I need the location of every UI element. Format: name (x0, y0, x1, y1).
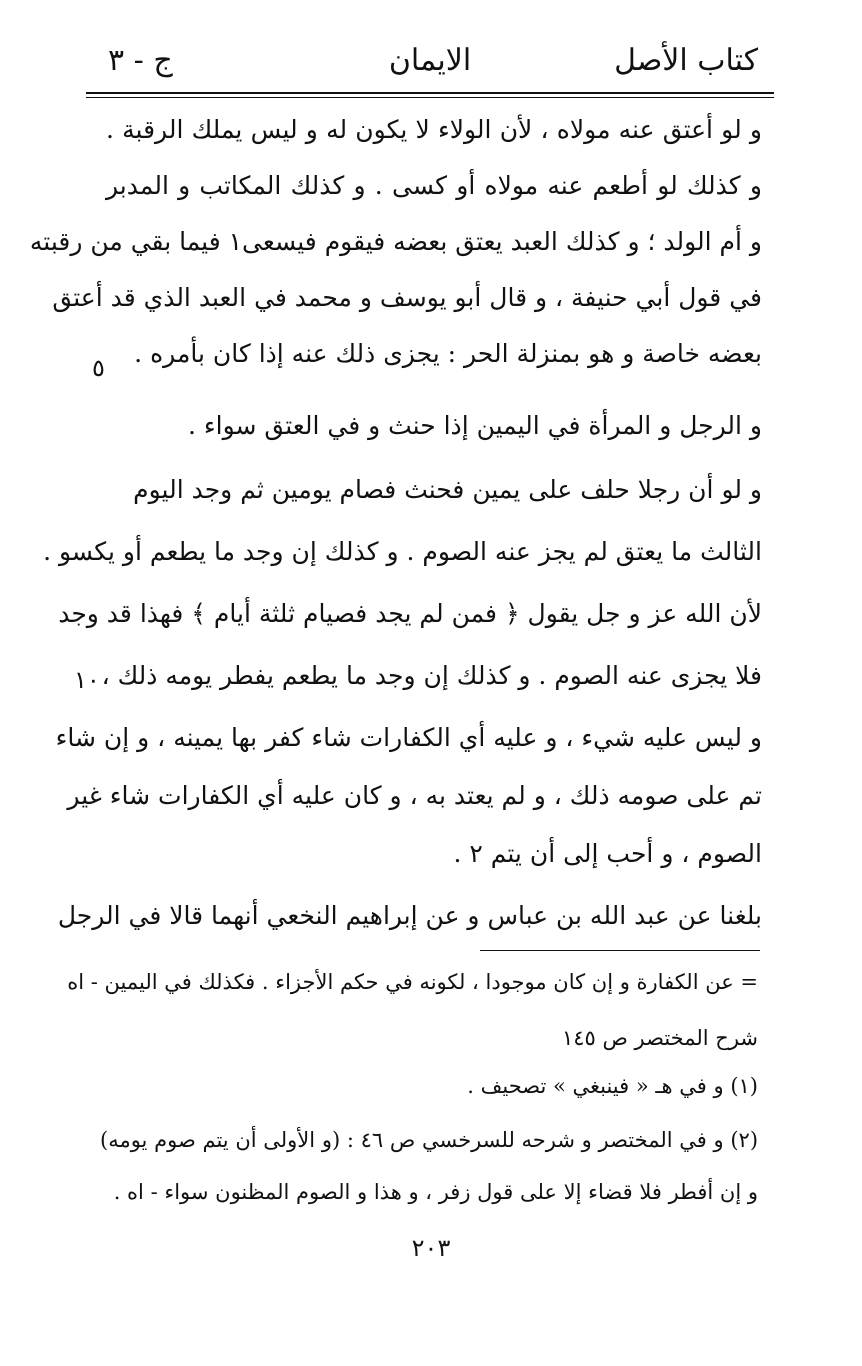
chapter-title: الايمان (388, 43, 472, 78)
footnote-line: (١) و في هـ « فينبغي » تصحيف . (467, 1074, 758, 1098)
text-line: الصوم ، و أحب إلى أن يتم ٢ . (453, 839, 762, 868)
page-number: ٢٠٣ (411, 1234, 451, 1262)
footnote-separator (480, 950, 760, 951)
text-line: بعضه خاصة و هو بمنزلة الحر : يجزى ذلك عنه إذا كان بأمره . (134, 339, 762, 368)
text-line: لأن الله عز و جل يقول ﴿ فمن لم يجد فصيام ثلثة أيام ﴾ فهذا قد وجد (58, 599, 762, 628)
footnote-line: و إن أفطر فلا قضاء إلا على قول زفر ، و هذا و الصوم المظنون سواء - اه . (113, 1180, 758, 1204)
text-line: تم على صومه ذلك ، و لم يعتد به ، و كان عليه أي الكفارات شاء غير (67, 781, 762, 810)
text-line: و كذلك لو أطعم عنه مولاه أو كسى . و كذلك المكاتب و المدبر (106, 171, 762, 200)
text-line: في قول أبي حنيفة ، و قال أبو يوسف و محمد في العبد الذي قد أعتق (52, 283, 762, 312)
text-line: بلغنا عن عبد الله بن عباس و عن إبراهيم النخعي أنهما قالا في الرجل (57, 901, 762, 930)
text-line: و لو أعتق عنه مولاه ، لأن الولاء لا يكون له و ليس يملك الرقبة . (106, 115, 762, 144)
running-header (90, 38, 770, 88)
text-line: الثالث ما يعتق لم يجز عنه الصوم . و كذلك إن وجد ما يطعم أو يكسو . (43, 537, 762, 566)
text-line: و الرجل و المرأة في اليمين إذا حنث و في العتق سواء . (188, 411, 762, 440)
margin-line-number: ٥ (92, 354, 105, 382)
text-line: و لو أن رجلا حلف على يمين فحنث فصام يومين ثم وجد اليوم (133, 475, 762, 504)
text-line: و ليس عليه شيء ، و عليه أي الكفارات شاء كفر بها يمينه ، و إن شاء (55, 723, 762, 752)
text-line: و أم الولد ؛ و كذلك العبد يعتق بعضه فيقوم فيسعى١ فيما بقي من رقبته (29, 227, 762, 256)
volume-label: ج - ٣ (108, 43, 173, 78)
footnote-line: شرح المختصر ص ١٤٥ (561, 1026, 758, 1050)
margin-line-number: ١٠ (74, 666, 100, 694)
book-title: كتاب الأصل (614, 43, 758, 78)
header-rule-thick (86, 92, 774, 94)
text-line: فلا يجزى عنه الصوم . و كذلك إن وجد ما يطعم يفطر يومه ذلك ، (101, 661, 762, 690)
footnote-line: = عن الكفارة و إن كان موجودا ، لكونه في حكم الأجزاء . فكذلك في اليمين - اه (67, 970, 758, 994)
footnote-line: (٢) و في المختصر و شرحه للسرخسي ص ٤٦ : (و الأولى أن يتم صوم يومه) (100, 1128, 759, 1152)
header-rule-thin (86, 97, 774, 98)
